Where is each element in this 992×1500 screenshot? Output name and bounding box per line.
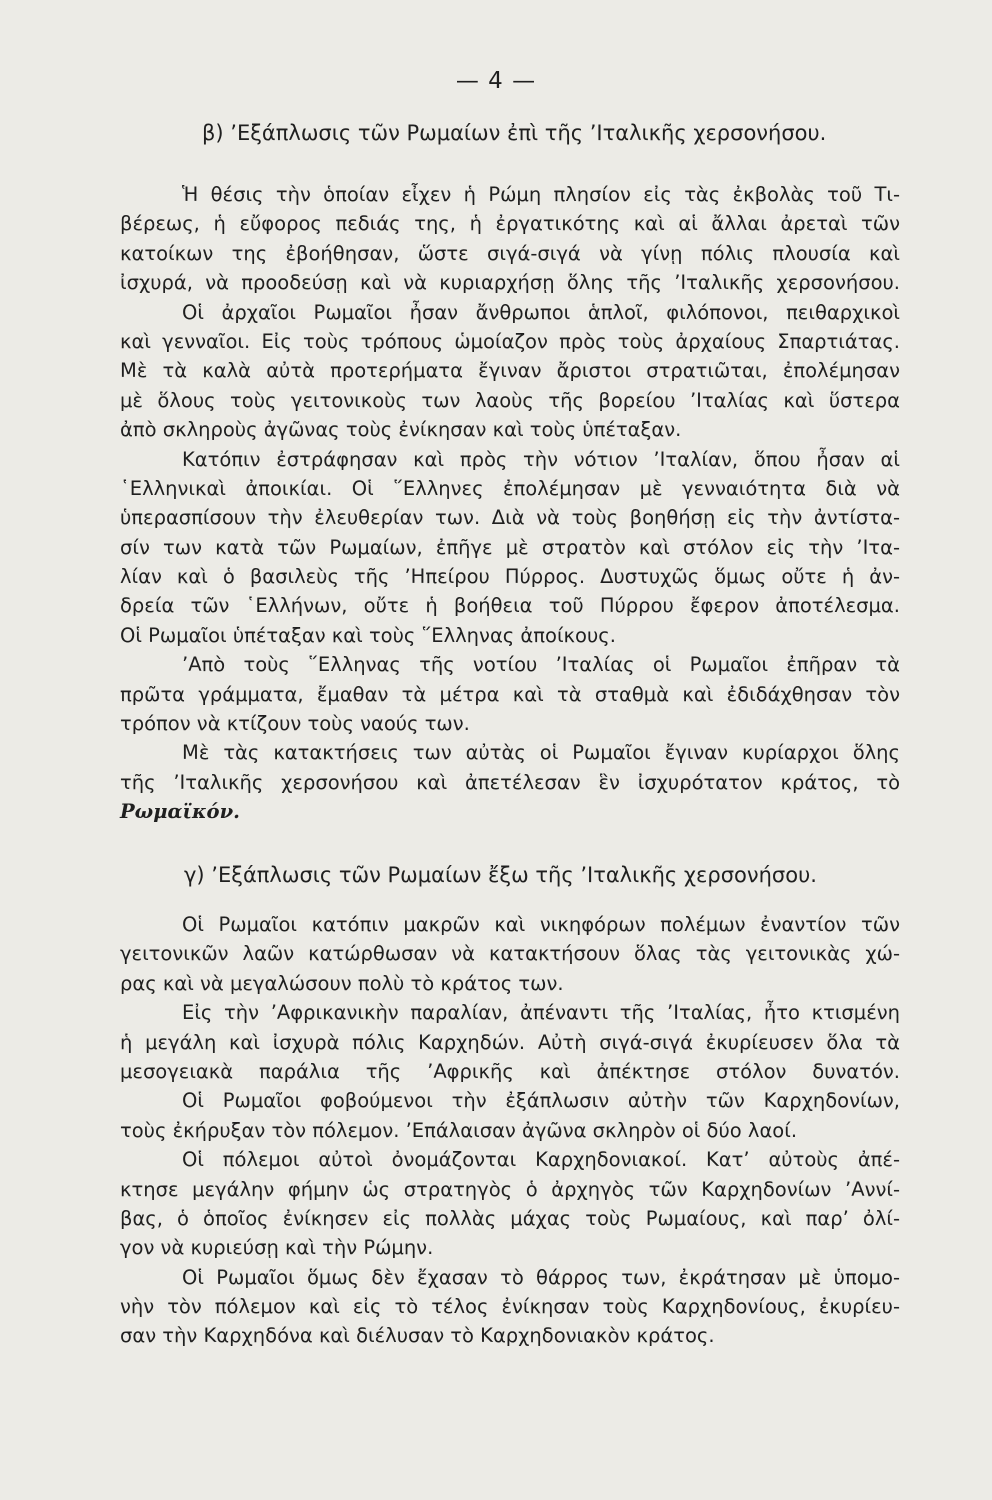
text-line: Οἱ πόλεμοι αὐτοὶ ὀνομάζονται Καρχηδονιακοί. Κατ’ αὐτοὺς ἀπέ-	[182, 1148, 900, 1172]
text-line: κτησε μεγάλην φήμην ὡς στρατηγὸς ὁ ἀρχηγὸς τῶν Καρχηδονίων ’Αννί-	[120, 1177, 900, 1201]
text-line: σαν τὴν Καρχηδόνα καὶ διέλυσαν τὸ Καρχηδονιακὸν κράτος.	[120, 1324, 715, 1348]
text-line: μεσογειακὰ παράλια τῆς ’Αφρικῆς καὶ ἀπέκτησε στόλον δυνατόν.	[120, 1059, 900, 1083]
text-line: τῆς ’Ιταλικῆς χερσονήσου καὶ ἀπετέλεσαν ἓν ἰσχυρότατον κράτος, τὸ	[120, 770, 900, 794]
text-line: δρεία τῶν ῾Ελλήνων, οὔτε ἡ βοήθεια τοῦ Πύρρου ἔφερον ἀποτέλεσμα.	[120, 594, 900, 618]
text-line: ἡ μεγάλη καὶ ἰσχυρὰ πόλις Καρχηδών. Αὐτὴ σιγά-σιγά ἐκυρίευσεν ὅλα τὰ	[120, 1030, 900, 1054]
text-line: Οἱ Ρωμαῖοι κατόπιν μακρῶν καὶ νικηφόρων πολέμων ἐναντίον τῶν	[182, 913, 900, 936]
text-line: σίν των κατὰ τῶν Ρωμαίων, ἐπῆγε μὲ στρατὸν καὶ στόλον εἰς τὴν ’Ιτα-	[120, 535, 900, 559]
text-line: τοὺς ἐκήρυξαν τὸν πόλεμον. ’Επάλαισαν ἀγῶνα σκληρὸν οἱ δύο λαοί.	[120, 1118, 798, 1142]
text-line: γειτονικῶν λαῶν κατώρθωσαν νὰ κατακτήσουν ὅλας τὰς γειτονικὰς χώ-	[120, 942, 900, 966]
text-line: Οἱ Ρωμαῖοι ὅμως δὲν ἔχασαν τὸ θάρρος των, ἐκράτησαν μὲ ὑπομο-	[182, 1265, 900, 1289]
section-b	[120, 118, 900, 148]
section-c	[120, 860, 900, 890]
text-line: Οἱ Ρωμαῖοι φοβούμενοι τὴν ἐξάπλωσιν αὐτὴν τῶν Καρχηδονίων,	[182, 1089, 900, 1113]
text-line: κατοίκων της ἐβοήθησαν, ὥστε σιγά-σιγά νὰ γίνῃ πόλις πλουσία καὶ	[120, 241, 900, 265]
text-line: τρόπον νὰ κτίζουν τοὺς ναούς των.	[120, 712, 470, 736]
text-line: καὶ γενναῖοι. Εἰς τοὺς τρόπους ὡμοίαζον πρὸς τοὺς ἀρχαίους Σπαρτιάτας.	[120, 329, 900, 353]
text-line: νὴν τὸν πόλεμον καὶ εἰς τὸ τέλος ἐνίκησαν τοὺς Καρχηδονίους, ἐκυρίευ-	[120, 1295, 900, 1319]
section-b-heading: β) ’Εξάπλωσις τῶν Ρωμαίων ἐπὶ τῆς ’Ιταλικῆς χερσονήσου.	[202, 121, 827, 145]
text-line: Οἱ Ρωμαῖοι ὑπέταξαν καὶ τοὺς ῞Ελληνας ἀποίκους.	[120, 623, 616, 647]
text-line: Ἡ θέσις τὴν ὁποίαν εἶχεν ἡ Ρώμη πλησίον εἰς τὰς ἐκβολὰς τοῦ Τι-	[182, 183, 900, 206]
text-line: ἀπὸ σκληροὺς ἀγῶνας τοὺς ἐνίκησαν καὶ τοὺς ὑπέταξαν.	[120, 418, 682, 442]
text-line: ’Απὸ τοὺς ῞Ελληνας τῆς νοτίου ’Ιταλίας οἱ Ρωμαῖοι ἐπῆραν τὰ	[182, 653, 900, 677]
text-line: μὲ ὅλους τοὺς γειτονικοὺς των λαοὺς τῆς βορείου ’Ιταλίας καὶ ὕστερα	[120, 388, 900, 412]
text-line	[120, 797, 900, 826]
text-line: Μὲ τὰς κατακτήσεις των αὐτὰς οἱ Ρωμαῖοι ἔγιναν κυρίαρχοι ὅλης	[182, 741, 900, 765]
text-line: ρας καὶ νὰ μεγαλώσουν πολὺ τὸ κράτος των.	[120, 971, 564, 995]
text-line: γον νὰ κυριεύσῃ καὶ τὴν Ρώμην.	[120, 1236, 434, 1260]
emphasis-term: Ρωμαϊκόν.	[120, 800, 240, 824]
text-line: Οἱ ἀρχαῖοι Ρωμαῖοι ἦσαν ἄνθρωποι ἁπλοῖ, φιλόπονοι, πειθαρχικοὶ	[182, 300, 900, 324]
text-line: Μὲ τὰ καλὰ αὐτὰ προτερήματα ἔγιναν ἄριστοι στρατιῶται, ἐπολέμησαν	[120, 359, 900, 383]
text-line: πρῶτα γράμματα, ἔμαθαν τὰ μέτρα καὶ τὰ σταθμὰ καὶ ἐδιδάχθησαν τὸν	[120, 682, 900, 706]
text-line: ὑπερασπίσουν τὴν ἐλευθερίαν των. Διὰ νὰ τοὺς βοηθήσῃ εἰς τὴν ἀντίστα-	[120, 506, 900, 530]
text-line: βέρεως, ἡ εὔφορος πεδιάς της, ἡ ἐργατικότης καὶ αἱ ἄλλαι ἀρεταὶ τῶν	[120, 212, 900, 236]
page-number: — 4 —	[455, 68, 537, 94]
text-line: Κατόπιν ἐστράφησαν καὶ πρὸς τὴν νότιον ’Ιταλίαν, ὅπου ἦσαν αἱ	[182, 447, 900, 471]
section-b-body	[120, 180, 900, 827]
text-line: Εἰς τὴν ’Αφρικανικὴν παραλίαν, ἀπέναντι τῆς ’Ιταλίας, ἦτο κτισμένη	[182, 1001, 900, 1025]
section-c-heading: γ) ’Εξάπλωσις τῶν Ρωμαίων ἔξω τῆς ’Ιταλικῆς χερσονήσου.	[184, 863, 817, 887]
text-line: ῾Ελληνικαὶ ἀποικίαι. Οἱ ῞Ελληνες ἐπολέμησαν μὲ γενναιότητα διὰ νὰ	[120, 476, 900, 500]
section-c-body	[120, 910, 900, 1351]
text-line: ἰσχυρά, νὰ προοδεύσῃ καὶ νὰ κυριαρχήσῃ ὅλης τῆς ’Ιταλικῆς χερσονήσου.	[120, 271, 900, 295]
text-line: βας, ὁ ὁποῖος ἐνίκησεν εἰς πολλὰς μάχας τοὺς Ρωμαίους, καὶ παρ’ ὀλί-	[120, 1206, 900, 1230]
text-line: λίαν καὶ ὁ βασιλεὺς τῆς ’Ηπείρου Πύρρος. Δυστυχῶς ὅμως οὔτε ἡ ἀν-	[120, 565, 900, 589]
